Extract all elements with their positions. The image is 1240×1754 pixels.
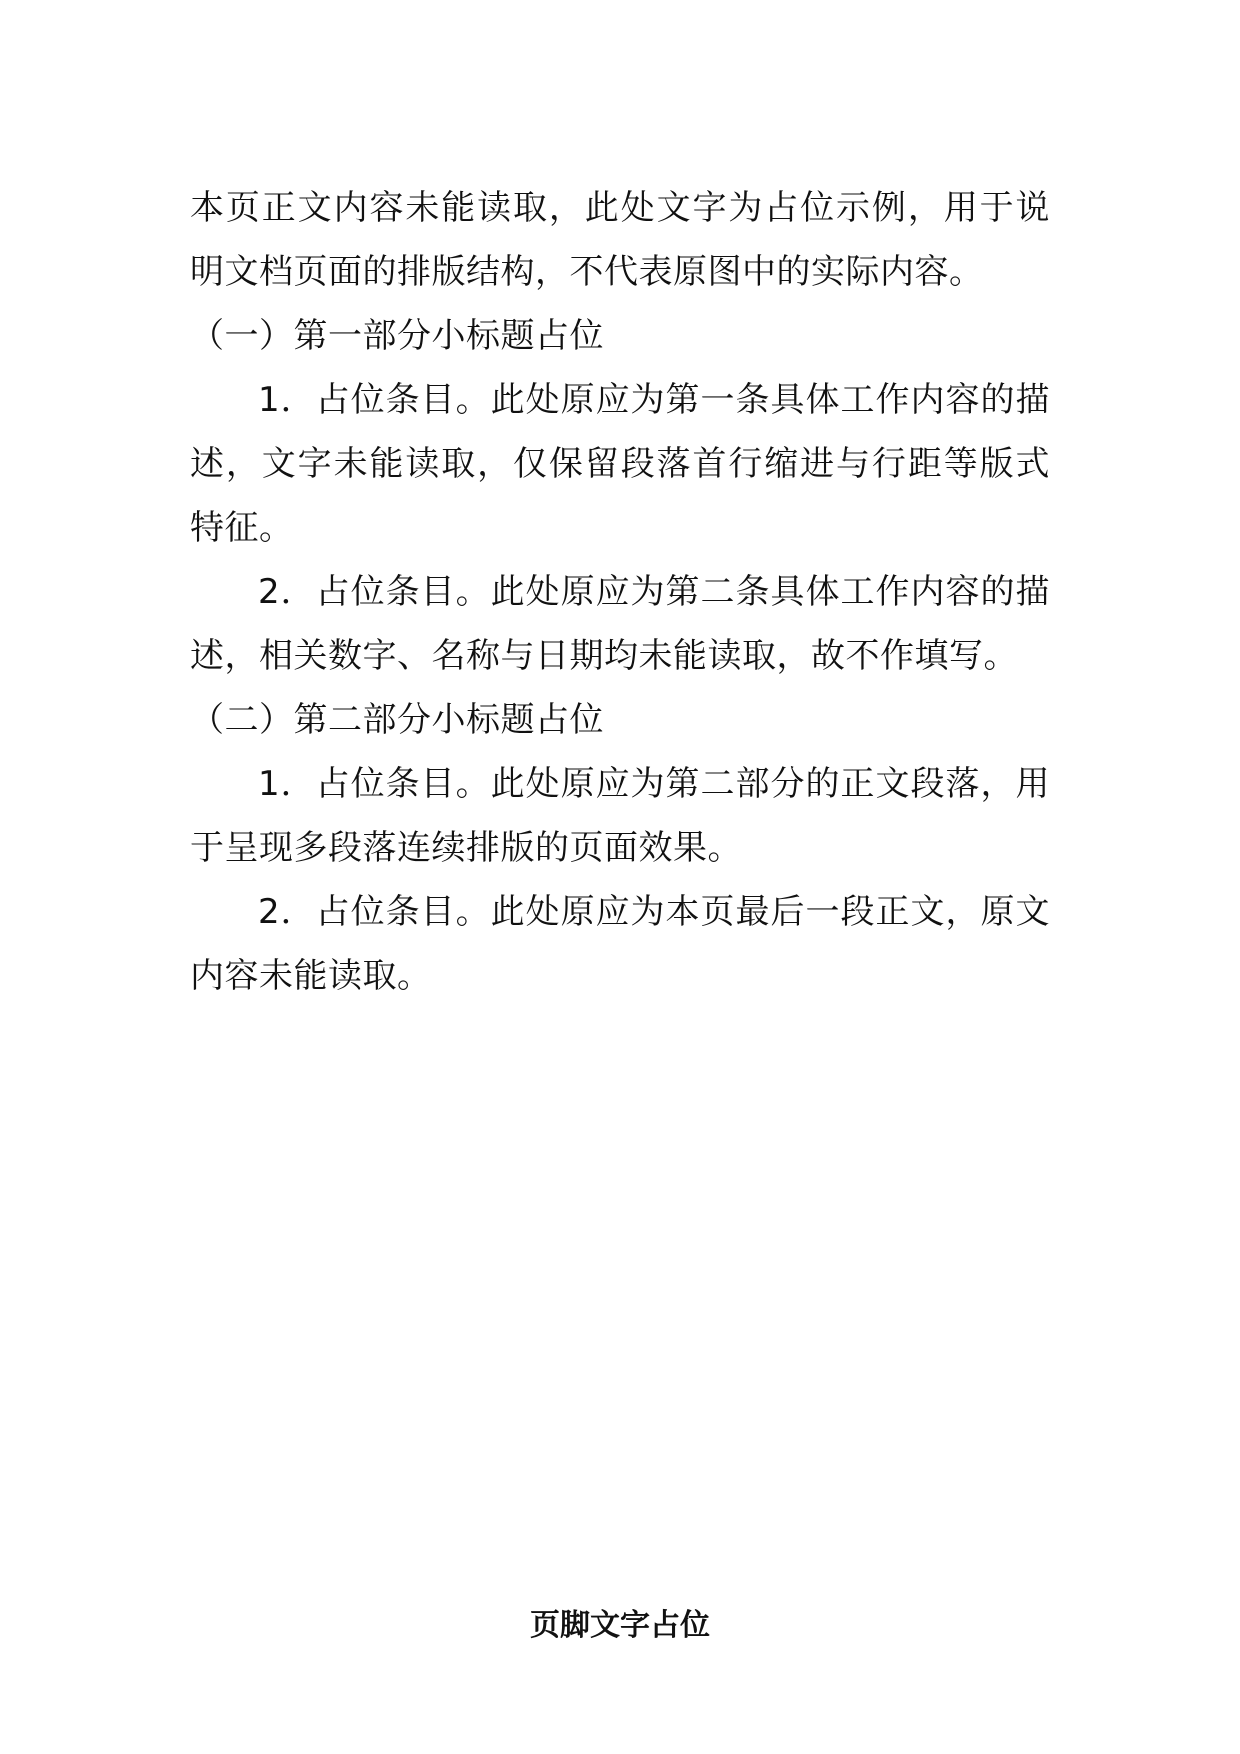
page-footer: 页脚文字占位: [530, 1608, 710, 1643]
document-body: [190, 176, 1050, 1008]
paragraph: 1．占位条目。此处原应为第一条具体工作内容的描述，文字未能读取，仅保留段落首行缩进与行距等版式特征。: [190, 380, 1050, 548]
paragraph: 本页正文内容未能读取，此处文字为占位示例，用于说明文档页面的排版结构，不代表原图中的实际内容。: [190, 188, 1050, 292]
paragraph: 2．占位条目。此处原应为第二条具体工作内容的描述，相关数字、名称与日期均未能读取，故不作填写。: [190, 572, 1050, 676]
paragraph: 1．占位条目。此处原应为第二部分的正文段落，用于呈现多段落连续排版的页面效果。: [190, 764, 1050, 868]
section-heading: （二）第二部分小标题占位: [190, 700, 604, 740]
paragraph: 2．占位条目。此处原应为本页最后一段正文，原文内容未能读取。: [190, 892, 1050, 996]
section-heading: （一）第一部分小标题占位: [190, 316, 604, 356]
